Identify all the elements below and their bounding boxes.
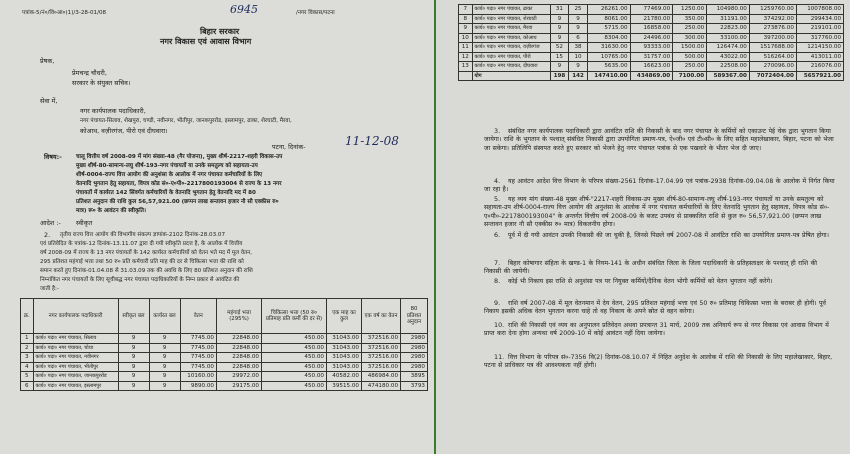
table-cell: 9 [569, 24, 588, 34]
sender-designation: सरकार के संयुक्त सचिव। [72, 79, 131, 87]
table-cell: 350.00 [673, 14, 707, 24]
subject-label: विषय:- [44, 153, 62, 161]
paragraph-text: पूर्व में दी गयी आवंटन उपकी निकासी की जा चुकी है, जिनसे पिछले वर्ष 2007-08 में आवंटित राशि का उपयोगिता प्रमाण-पत्र प्रेषित होगा। [508, 232, 829, 239]
para2-line: जाती है:- [40, 286, 59, 292]
table-cell: 31630.00 [587, 43, 630, 53]
subject-line: मुख्य शीर्ष-80-सामान्य-लघु शीर्ष-193-नगर पंचायतों या उनके समतुल्य को सहायता-उप [76, 163, 258, 169]
table-cell: 317760.00 [796, 33, 843, 43]
table-cell: कार्य० पदा० नगर पंचायत, पीरो [472, 52, 550, 62]
table-cell: 31043.00 [327, 334, 362, 344]
paragraph-number: 10. [494, 321, 505, 329]
table-cell: कार्य० पदा० नगर पंचायत, भीतीपुर [33, 362, 118, 372]
table-cell: 9 [118, 334, 149, 344]
table-cell: 7 [459, 5, 473, 15]
table-cell: 7072404.00 [749, 71, 796, 81]
recipient-label: सेवा में, [40, 97, 58, 105]
table-cell: 4 [21, 362, 34, 372]
table-cell: कार्य० पदा० नगर पंचायत, शेरघाटी [472, 14, 550, 24]
table-cell: 31 [550, 5, 569, 15]
table-cell: 450.00 [262, 372, 327, 382]
table-row [21, 343, 428, 353]
table-cell: 8 [459, 14, 473, 24]
table-cell: 372516.00 [362, 343, 401, 353]
table-cell: 9 [550, 24, 569, 34]
recipient-line: कोआथ, वज़ीरगंज, पीरो एवं दीघवारा। [80, 127, 168, 135]
subject-line: वेतनादि भुगतान हेतु सहायता, विपत्र कोड सं०-ए०पी०-2217800193004 से राज्य के 13 नगर [76, 181, 282, 187]
table-cell: 3895 [401, 372, 428, 382]
para2-line: तृतीय राज्य वित्त आयोग की विभागीय संकल्प ज्ञापांक-2102 दिनांक-28.03.07 [60, 232, 226, 238]
subject-line: प्रतिशत अनुदान की राशि कुल 56,57,921.00 (छप्पन लाख सन्तावन हजार नौ सौ एक्कीस रु० [76, 199, 279, 205]
table-cell: 22508.00 [707, 62, 750, 72]
table-cell: 26261.00 [587, 5, 630, 15]
table-cell: 9 [149, 343, 180, 353]
table-cell: 5715.00 [587, 24, 630, 34]
para2-line: वर्ष 2008-09 में राज्य के 13 नगर पंचायतों के 142 कार्यरत कर्मचारियों को वेतन भते मद में मूल वेतन, [40, 250, 253, 256]
header-cell: एक वर्ष का वेतन [362, 299, 401, 334]
table-cell: 43022.00 [707, 52, 750, 62]
table-cell: 31191.00 [707, 14, 750, 24]
table-cell: 397200.00 [749, 33, 796, 43]
recipient-line: नगर पंचायत-सिलाव, शेखपुरा, चण्डी, नवीनगर, भीतीपुर, जानकपुररोड, इस्लामपुर, ढाका, शेरघाटी, मैरवा, [80, 118, 292, 124]
paragraph-number: 7. [494, 259, 501, 267]
table-cell: 1500.00 [673, 43, 707, 53]
table-row [21, 362, 428, 372]
header-cell: क्र. [21, 299, 34, 334]
table-cell: 10765.00 [587, 52, 630, 62]
order-label: आदेश :- [40, 219, 61, 227]
table-cell: 216076.00 [796, 62, 843, 72]
table-cell: 1214150.00 [796, 43, 843, 53]
department-title: नगर विकास एवं आवास विभाग [160, 37, 252, 46]
table-cell: कार्य० पदा० नगर पंचायत, सिलाव [33, 334, 118, 344]
table-cell: 516264.00 [749, 52, 796, 62]
table-cell: 9 [550, 33, 569, 43]
table-cell: 22848.00 [217, 353, 262, 363]
table-cell: 142 [569, 71, 588, 81]
paragraph-text: राशि वर्ष 2007-08 में मूल वेतनमान में देय वेतन, 295 प्रतिशत महंगाई भत्ता एवं 50 रु० प्रतिमाह चिकित्सा भत्ता के बराबर ही होगी। पूर्व निकाय इसकी अधिक वेतन भुगतान करना चाहे तो वह निकाय के अपने स्रोत से वहन करेगा। [484, 300, 826, 316]
table-cell: 11 [459, 43, 473, 53]
table-row [459, 5, 844, 15]
table-cell: 9 [118, 362, 149, 372]
table-cell: 486984.00 [362, 372, 401, 382]
table-cell: कार्य० पदा० नगर पंचायत, ढाका [472, 5, 550, 15]
table-cell: 16623.00 [630, 62, 673, 72]
table-cell: 9 [118, 372, 149, 382]
table-cell: 22823.00 [707, 24, 750, 34]
table-cell: 9 [459, 24, 473, 34]
table-cell: 372516.00 [362, 362, 401, 372]
table-cell: 8061.00 [587, 14, 630, 24]
table-cell: 9 [569, 62, 588, 72]
paragraph-number: 11. [494, 353, 505, 361]
table-cell: 52 [550, 43, 569, 53]
table-cell: 9 [149, 334, 180, 344]
header-cell: नगर कार्यपालक पदाधिकारी [33, 299, 118, 334]
table-cell: 2980 [401, 362, 428, 372]
right-page [436, 0, 850, 454]
paragraph-number: 5. [494, 195, 501, 203]
para2-line: निम्नांकित नगर पंचायतों के लिए सूचीबद्ध नगर पंचायत पदाधिकारियों के निम्न प्रकार से आवंटित की [40, 277, 240, 283]
table-cell: 104980.00 [707, 5, 750, 15]
paragraph-number: 8. [494, 277, 501, 285]
table-cell: 7100.00 [673, 71, 707, 81]
table-cell: 2 [21, 343, 34, 353]
table-cell: 413011.00 [796, 52, 843, 62]
table-cell: 31043.00 [327, 353, 362, 363]
table-cell: 589367.00 [707, 71, 750, 81]
table-cell: 9 [149, 353, 180, 363]
table-cell: 39515.00 [327, 381, 362, 391]
table-cell: 450.00 [262, 334, 327, 344]
table-cell: 7745.00 [180, 353, 217, 363]
table-cell: 9 [149, 362, 180, 372]
table-cell: 500.00 [673, 52, 707, 62]
table-cell: 25 [569, 5, 588, 15]
para2-number: 2. [44, 231, 51, 239]
table-cell: 147410.00 [587, 71, 630, 81]
table-cell: कार्य० पदा० नगर पंचायत, नवीनगर [33, 353, 118, 363]
table-cell: 374292.00 [749, 14, 796, 24]
subject-line: पंचायतों में कार्यरत 142 सिंवर्गत कर्मचारियों के वेतनादि भुगतान हेतु वेतनादि मद में 80 [76, 190, 256, 196]
dispatch-number: 6945 [230, 3, 258, 16]
header-cell: 80 प्रतिशत अनुदान [401, 299, 428, 334]
table-cell: कार्य० पदा० नगर पंचायत, इस्लामपुर [33, 381, 118, 391]
table-cell: 450.00 [262, 362, 327, 372]
table-cell: 1250.00 [673, 5, 707, 15]
table-cell: कार्य० पदा० नगर पंचायत, दीघवारा [472, 62, 550, 72]
table-cell: 16858.00 [630, 24, 673, 34]
paragraph-number: 9. [494, 299, 501, 307]
subject-line: मात्र) रू० के आवंटन की स्वीकृति। [76, 208, 147, 214]
order-text: स्वीकृत [76, 219, 93, 227]
paragraph-number: 3. [494, 127, 501, 135]
paragraph-number: 4. [494, 177, 501, 185]
table-cell: 21780.00 [630, 14, 673, 24]
table-cell: 10 [569, 52, 588, 62]
paragraph-text: यह आवंटन आदेश वित्त विभाग के परिपत्र संख्या-2561 दिनांक-17.04.99 एवं पत्रांक-2938 दिनांक-09.04.08 के आलोक में निर्गत किया जा रहा है। [484, 178, 835, 194]
table-cell: 1007808.00 [796, 5, 843, 15]
table-cell: 6 [21, 381, 34, 391]
table-cell: 31757.00 [630, 52, 673, 62]
table-cell: 1259760.00 [749, 5, 796, 15]
table-cell: 2980 [401, 343, 428, 353]
table-row [21, 353, 428, 363]
table-cell: 31043.00 [327, 362, 362, 372]
table-row [459, 24, 844, 34]
table-cell: 9 [550, 62, 569, 72]
table-row [459, 33, 844, 43]
table-cell: 12 [459, 52, 473, 62]
table-cell: 9 [118, 343, 149, 353]
para2-line: एवं प्रतिवेदित के पत्रांक-12 दिनांक-13.11.07 द्वारा दी गयी स्वीकृति प्रदत्त है, के आलोक में वित्तीय [40, 241, 243, 247]
table-cell: 9 [569, 14, 588, 24]
paragraph-text: संबंधित नगर कार्यपालक पदाधिकारी द्वारा आवंटित राशि की निकासी के बाद नगर पंचायत के कर्मियों को एकाउन्ट पेई चेक द्वारा भुगतान किया जायेगा। राशि के भुगतान के पश्चात् संबंधित निकासी द्वारा उपयोगिता प्रमाण-पत्र, ऐ०जी० एवं टी०सी० के लिए सहित महालेखाकार, बिहार, पटना को भेजा जा सकेगा। प्रतिलिपि संस्वपत करते हुए सरकार को भेजने हेतु नगर पंचायत पत्रांक से एक पखवारे के भीतर भेज दी जाए। [484, 128, 834, 152]
table-cell: 7745.00 [180, 343, 217, 353]
table-cell: 450.00 [262, 353, 327, 363]
table-cell: 7745.00 [180, 362, 217, 372]
table-row [459, 14, 844, 24]
table-cell: 9 [118, 353, 149, 363]
dispatch-reference: /नगर विकास/पटना [296, 10, 335, 16]
subject-line: शीर्ष-0004-राज्य वित्त आयोग की अनुशंसा के आलोक में नगर पंचायत कर्मचारियों के लिए [76, 172, 263, 178]
header-cell: एक माह का कुल [327, 299, 362, 334]
table-cell: 198 [550, 71, 569, 81]
table-row [21, 334, 428, 344]
table-cell: 33100.00 [707, 33, 750, 43]
table-cell: कार्य० पदा० नगर पंचायत, चोथा [33, 343, 118, 353]
header-cell: कार्यरत बल [149, 299, 180, 334]
table-cell: 9 [149, 372, 180, 382]
table-cell: 29972.00 [217, 372, 262, 382]
subject-line: चालू वित्तीय वर्ष 2008-09 में मांग संख्या-48 (गैर योजना), मुख्य शीर्ष-2217-शहरी विकास-उप [76, 154, 283, 160]
table-cell: 219101.00 [796, 24, 843, 34]
allotment-table-left [20, 298, 428, 391]
table-cell: 2980 [401, 334, 428, 344]
table-cell: 15 [550, 52, 569, 62]
table-cell: 1 [21, 334, 34, 344]
table-cell: 372516.00 [362, 334, 401, 344]
table-cell: 93333.00 [630, 43, 673, 53]
header-cell: स्वीकृत बल [118, 299, 149, 334]
table-cell: 474180.00 [362, 381, 401, 391]
table-cell: 29175.00 [217, 381, 262, 391]
table-cell: 9 [118, 381, 149, 391]
table-cell: 9 [149, 381, 180, 391]
table-cell: 299434.00 [796, 14, 843, 24]
government-title: बिहार सरकार [200, 27, 240, 36]
table-cell: 1517688.00 [749, 43, 796, 53]
table-cell: 22848.00 [217, 343, 262, 353]
table-cell: 434869.00 [630, 71, 673, 81]
table-cell: 3793 [401, 381, 428, 391]
table-cell: 24496.00 [630, 33, 673, 43]
paragraph-text: यह व्यय मांग संख्या-48 मुख्य शीर्ष-"2217-शहरी विकास-उप मुख्य शीर्ष-80-सामान्य-लघु शीर्ष-193-नगर पंचायतों या उनके समतुल्य को सहायता-उप शीर्ष-0004-राज्य वित्त आयोग की अनुशंसा के आलोक में नगर पंचायत कर्मचारियों के लिए वेतनादि भुगतान हेतु सहायता, विपत्र कोड सं०-ए०पी०-2217800193004" के अन्तर्गत वित्तीय वर्ष 2008-09 के बजट उपबंध से प्राक्कलित राशि से कुल रु० 56,57,921.00 (छप्पन लाख सन्तावन हजार नौ सौ एक्कीस रु० मात्र) विकलनीय होगा। [484, 196, 830, 229]
allotment-table-right [458, 4, 844, 81]
table-header-row [21, 299, 428, 334]
paragraph-text: बिहार कोषागार संहिता के खण्ड-1 के नियम-141 के अधीन संबंधित जिला के जिला पदाधिकारी के प्रतिहस्ताक्षर के पश्चात् ही राशि की निकासी की जायेगी। [484, 260, 817, 276]
table-cell: 9 [550, 14, 569, 24]
place-date: पटना, दिनांक- [272, 143, 306, 151]
table-cell: कार्य० पदा० नगर पंचायत, वज़ीरगंज [472, 43, 550, 53]
table-cell: 5657921.00 [796, 71, 843, 81]
table-cell: 31043.00 [327, 343, 362, 353]
table-cell: 2980 [401, 353, 428, 363]
table-cell: 300.00 [673, 33, 707, 43]
table-cell: 38 [569, 43, 588, 53]
table-row [459, 71, 844, 81]
paragraph-number: 6. [494, 231, 501, 239]
table-cell: 250.00 [673, 24, 707, 34]
paragraph-text: कोई भी निकाय इस राशि से अनुशंसा पत्र पर नियुक्त कर्मियों/दैनिक वेतन भोगी कर्मियों को वेतन भुगतान नहीं करेगे। [508, 278, 773, 285]
table-cell: 10 [459, 33, 473, 43]
table-cell: 450.00 [262, 381, 327, 391]
table-row [459, 52, 844, 62]
recipient-line: नगर कार्यपालक पदाधिकारी, [80, 107, 146, 115]
table-row [21, 381, 428, 391]
table-cell: 13 [459, 62, 473, 72]
header-cell: महंगाई भत्ता (295%) [217, 299, 262, 334]
handwritten-date: 11-12-08 [345, 134, 399, 148]
sender-name: प्रेमचन्द्र चौधरी, [72, 69, 107, 77]
table-row [459, 62, 844, 72]
header-cell: वेतन [180, 299, 217, 334]
table-cell [459, 71, 473, 81]
table-cell: 7745.00 [180, 334, 217, 344]
table-cell: कार्य० पदा० नगर पंचायत, जानकपुररोड [33, 372, 118, 382]
table-cell: कार्य० पदा० नगर पंचायत, कोआथ [472, 33, 550, 43]
paragraph-text: वित्त विभाग के परिपत्र सं०-7356 वि(2) दिनांक-08.10.07 में निहित अनुदेश के आलोक में राशि की निकासी के लिए महालेखाकार, बिहार, पटना से प्राधिकार पत्र की आवश्यकता नहीं होगी। [484, 354, 833, 370]
table-cell: 372516.00 [362, 353, 401, 363]
table-cell: 10160.00 [180, 372, 217, 382]
table-cell: 450.00 [262, 343, 327, 353]
para2-line: 295 प्रतिशत महंगाई भत्ता तथा 50 रु० प्रति कर्मचारी प्रति माह की दर से चिकित्सा भत्ता की राशि को [40, 259, 244, 265]
table-cell: 22848.00 [217, 362, 262, 372]
paragraph-text: राशि की निकासी एवं व्यय का अनुपालन प्रतिवेदन अथवा प्रपत्रान्त 31 मार्च, 2009 तक अनिवार्य रूप से नगर विकास एवं आवास विभाग में प्राप्त करा देना होगा अन्यथा वर्ष 2009-10 में कोई आवंटन नहीं दिया जायेगा। [484, 322, 829, 338]
para2-line: समान करते हुए दिनांक-01.04.08 से 31.03.09 तक की अवधि के लिए 80 प्रतिशत अनुदान की राशि [40, 268, 253, 274]
table-cell: 270096.00 [749, 62, 796, 72]
table-cell: 5 [21, 372, 34, 382]
table-row [459, 43, 844, 53]
table-cell: 40582.00 [327, 372, 362, 382]
table-cell: 77469.00 [630, 5, 673, 15]
table-cell: योग [472, 71, 550, 81]
table-row [21, 372, 428, 382]
table-cell: 6 [569, 33, 588, 43]
table-cell: 250.00 [673, 62, 707, 72]
table-cell: 5635.00 [587, 62, 630, 72]
letter-number: पत्रांक-5/नं०/वि०आ०(1)/3-28-01/08 [22, 10, 107, 16]
table-cell: 126474.00 [707, 43, 750, 53]
sender-label: प्रेषक, [40, 57, 55, 65]
header-cell: चिकित्सा भत्ता (50 रु० प्रतिमाह प्रति कर्मी की दर से) [262, 299, 327, 334]
table-cell: 273876.00 [749, 24, 796, 34]
table-cell: 9890.00 [180, 381, 217, 391]
table-cell: 8304.00 [587, 33, 630, 43]
table-cell: 3 [21, 353, 34, 363]
table-cell: 22848.00 [217, 334, 262, 344]
table-cell: कार्य० पदा० नगर पंचायत, मैरवा [472, 24, 550, 34]
